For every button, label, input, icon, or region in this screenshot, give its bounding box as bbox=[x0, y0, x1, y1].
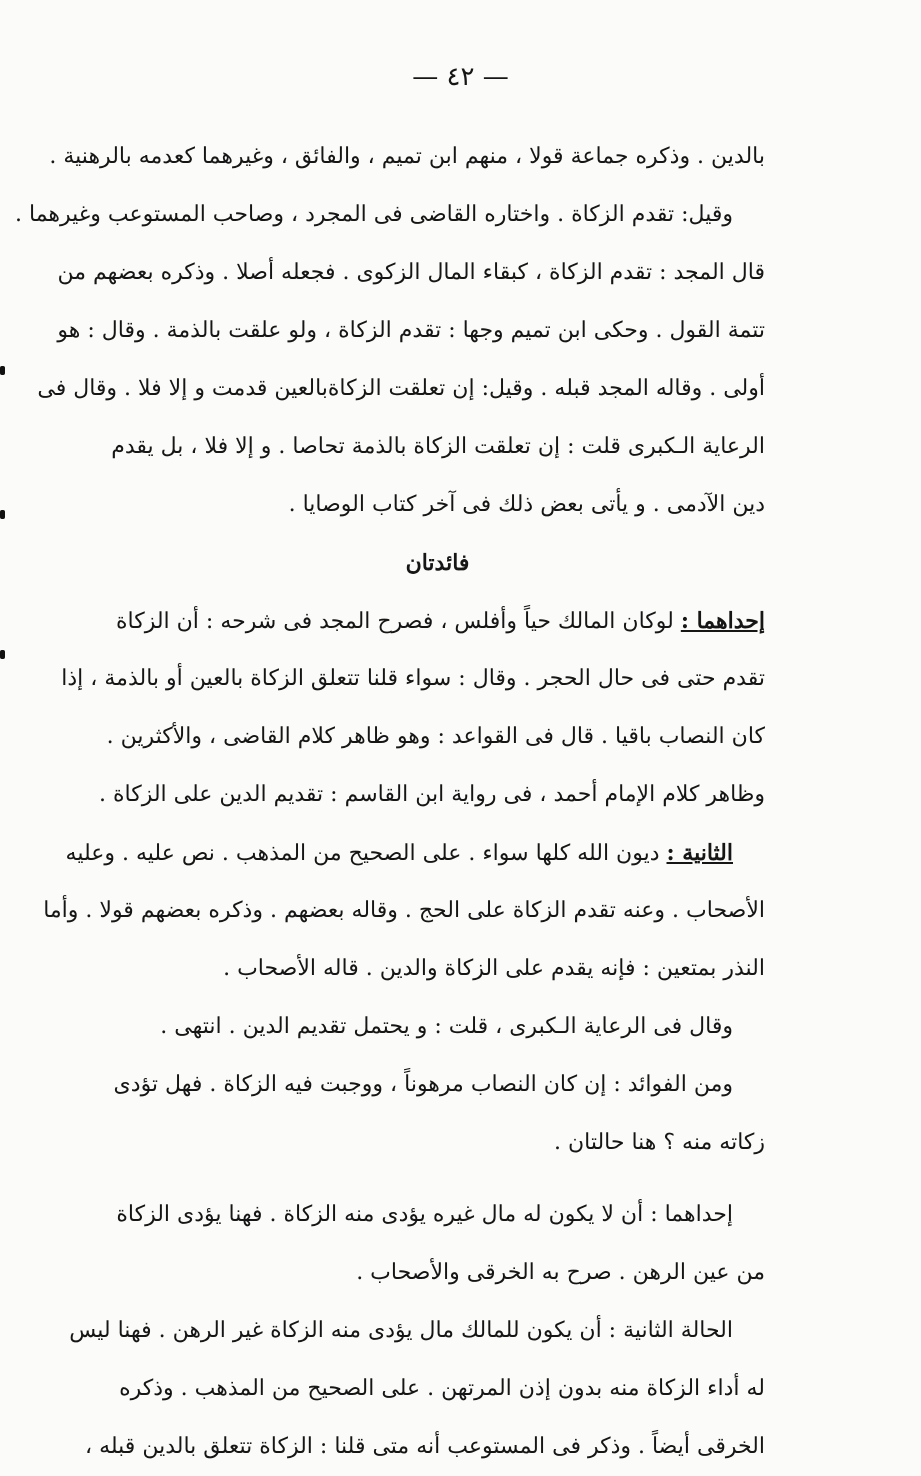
margin-mark bbox=[0, 366, 5, 375]
margin-mark bbox=[0, 510, 5, 519]
page-number: — ٤٢ — bbox=[412, 62, 509, 92]
text-line: وقال فى الرعاية الـكبرى ، قلت : و يحتمل تقديم الدين . انتهى . bbox=[160, 1014, 733, 1039]
text-line: الرعاية الـكبرى قلت : إن تعلقت الزكاة بالذمة تحاصا . و إلا فلا ، بل يقدم bbox=[111, 434, 765, 459]
text-line bbox=[110, 592, 765, 650]
lead-word: الثانية : bbox=[666, 840, 733, 866]
text-line: قال المجد : تقدم الزكاة ، كبقاء المال الزكوى . فجعله أصلا . وذكره بعضهم من bbox=[57, 260, 765, 285]
text-line: له أداء الزكاة منه بدون إذن المرتهن . على الصحيح من المذهب . وذكره bbox=[119, 1376, 765, 1401]
text-line: دين الآدمى . و يأتى بعض ذلك فى آخر كتاب الوصايا . bbox=[288, 492, 765, 517]
line-content: لوكان المالك حياً وأفلس ، فصرح المجد فى شرحه : أن الزكاة bbox=[116, 609, 674, 634]
text-line: إحداهما : أن لا يكون له مال غيره يؤدى منه الزكاة . فهنا يؤدى الزكاة bbox=[116, 1202, 733, 1227]
line-content: ديون الله كلها سواء . على الصحيح من المذهب . نص عليه . وعليه bbox=[65, 841, 660, 866]
text-line: وظاهر كلام الإمام أحمد ، فى رواية ابن القاسم : تقديم الدين على الزكاة . bbox=[99, 782, 765, 807]
text-line: بالدين . وذكره جماعة قولا ، منهم ابن تميم ، والفائق ، وغيرهما كعدمه بالرهنية . bbox=[49, 144, 765, 169]
text-line: تتمة القول . وحكى ابن تميم وجها : تقدم الزكاة ، ولو علقت بالذمة . وقال : هو bbox=[57, 318, 765, 343]
lead-word: إحداهما : bbox=[680, 608, 765, 634]
text-line: أولى . وقاله المجد قبله . وقيل: إن تعلقت الزكاةبالعين قدمت و إلا فلا . وقال فى bbox=[37, 376, 765, 401]
text-line: من عين الرهن . صرح به الخرقى والأصحاب . bbox=[356, 1260, 765, 1285]
body-text bbox=[15, 128, 765, 1476]
text-line: زكاته منه ؟ هنا حالتان . bbox=[553, 1130, 765, 1155]
section-heading: فائدتان bbox=[405, 550, 470, 576]
text-line: الخرقى أيضاً . وذكر فى المستوعب أنه متى قلنا : الزكاة تتعلق بالدين قبله ، bbox=[85, 1434, 765, 1459]
text-line: وقيل: تقدم الزكاة . واختاره القاضى فى المجرد ، وصاحب المستوعب وغيرهما . bbox=[15, 202, 733, 227]
text-line: الحالة الثانية : أن يكون للمالك مال يؤدى منه الزكاة غير الرهن . فهنا ليس bbox=[69, 1318, 733, 1343]
text-line: النذر بمتعين : فإنه يقدم على الزكاة والدين . قاله الأصحاب . bbox=[223, 956, 765, 981]
text-line: ومن الفوائد : إن كان النصاب مرهوناً ، ووجبت فيه الزكاة . فهل تؤدى bbox=[113, 1072, 733, 1097]
paragraph-gap bbox=[110, 1172, 765, 1186]
text-line bbox=[65, 824, 765, 882]
text-line: تقدم حتى فى حال الحجر . وقال : سواء قلنا تتعلق الزكاة بالعين أو بالذمة ، إذا bbox=[61, 666, 765, 691]
margin-mark bbox=[0, 650, 5, 659]
text-line: الأصحاب . وعنه تقدم الزكاة على الحج . وقاله بعضهم . وذكره بعضهم قولا . وأما bbox=[43, 898, 765, 923]
text-line: كان النصاب باقيا . قال فى القواعد : وهو ظاهر كلام القاضى ، والأكثرين . bbox=[106, 724, 765, 749]
